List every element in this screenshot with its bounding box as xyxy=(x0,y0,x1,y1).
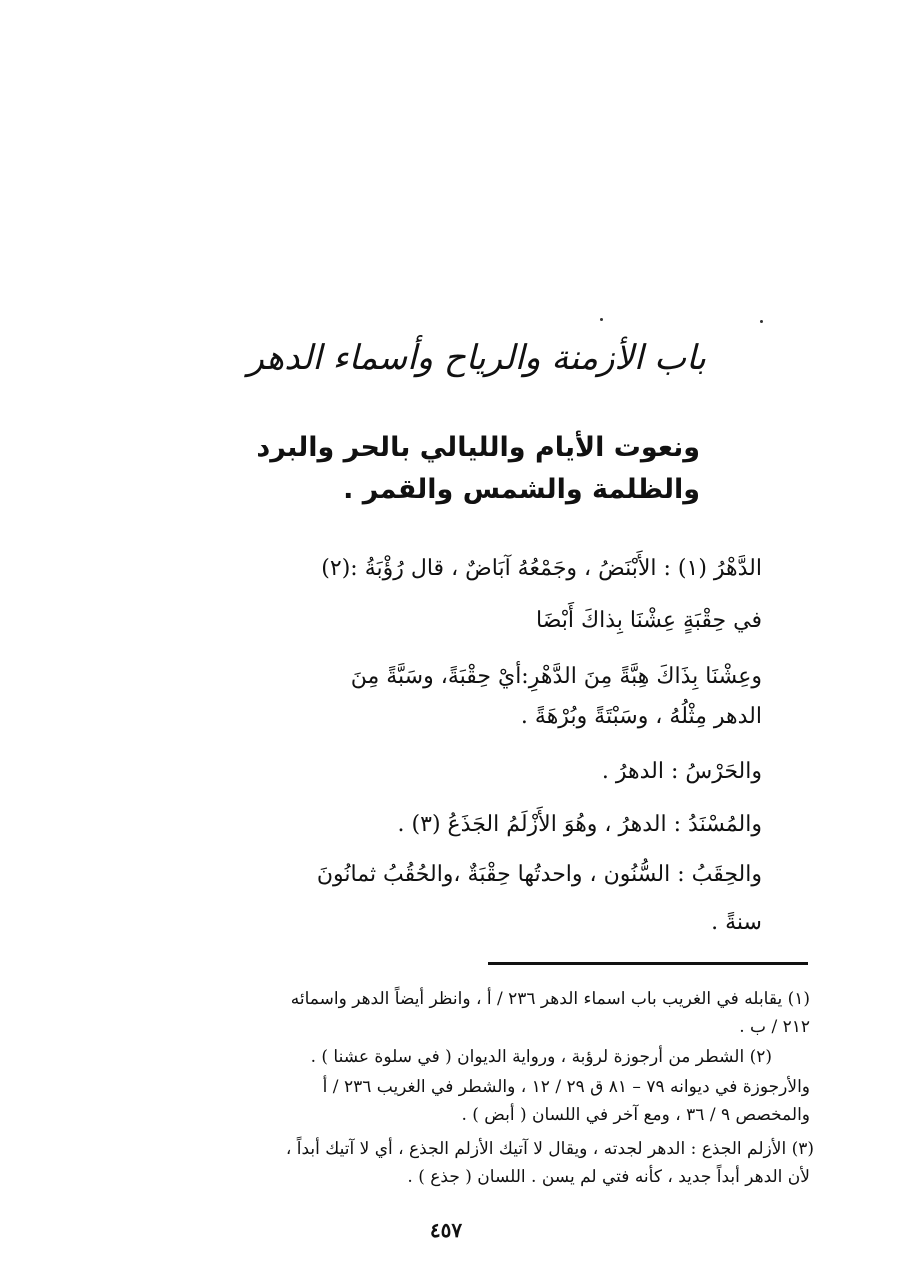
footnote-3-line-1: (٣) الأزلم الجذع : الدهر لجدته ، ويقال لا آتيك الأزلم الجذع ، أي لا آتيك أبداً ، xyxy=(285,1139,814,1159)
body-line-musnad: والمُسْنَدُ : الدهرُ ، وهُوَ الأَزْلَمُ الجَذَعُ (٣) . xyxy=(397,812,762,837)
body-line-hiqab-cont: سنةً . xyxy=(711,910,762,935)
footnote-2-line-3: والمخصص ٩ / ٣٦ ، ومع آخر في اللسان ( أبض ) . xyxy=(461,1105,810,1125)
print-speck xyxy=(600,318,603,321)
verse-line: في حِقْبَةٍ عِشْنَا بِذاكَ أَبْضَا xyxy=(535,608,762,633)
footnote-3-line-2: لأن الدهر أبداً جديد ، كأنه فتي لم يسن . اللسان ( جذع ) . xyxy=(407,1167,810,1187)
chapter-subtitle-line-1: ونعوت الأيام والليالي بالحر والبرد xyxy=(256,432,700,463)
body-line-hiqab: والحِقَبُ : السُّنُون ، واحدتُها حِقْبَةٌ ،والحُقُبُ ثمانُونَ xyxy=(316,862,762,887)
body-line-hibba: وعِشْنَا بِذَاكَ هِبَّةً مِنَ الدَّهْرِ:أيْ حِقْبَةً، وسَبَّةً مِنَ xyxy=(350,664,762,689)
footnote-2-line-1: (٢) الشطر من أرجوزة لرؤبة ، ورواية الديوان ( في سلوة عشنا ) . xyxy=(310,1047,772,1067)
body-line-hars: والحَرْسُ : الدهرُ . xyxy=(601,759,762,784)
body-line-dahr: الدَّهْرُ (١) : الأَبْنَضُ ، وجَمْعُهُ آبَاضٌ ، قال رُؤْبَةُ :(٢) xyxy=(321,556,762,581)
footnote-2-line-2: والأرجوزة في ديوانه ٧٩ – ٨١ ق ٢٩ / ١٢ ، والشطر في الغريب ٢٣٦ / أ xyxy=(322,1077,810,1097)
body-line-hibba-cont: الدهر مِثْلُهُ ، وسَبْتَةً وبُرْهَةً . xyxy=(520,704,762,729)
chapter-title: باب الأزمنة والرياح وأسماء الدهر xyxy=(247,338,706,378)
chapter-subtitle-line-2: والظلمة والشمس والقمر . xyxy=(343,474,700,505)
footnote-separator xyxy=(488,962,808,965)
footnote-1-line-2: ٢١٢ / ب . xyxy=(739,1017,810,1037)
footnote-1-line-1: (١) يقابله في الغريب باب اسماء الدهر ٢٣٦ / أ ، وانظر أيضاً الدهر واسمائه xyxy=(290,989,810,1009)
print-speck xyxy=(760,320,763,323)
page-number: ٤٥٧ xyxy=(429,1218,463,1242)
